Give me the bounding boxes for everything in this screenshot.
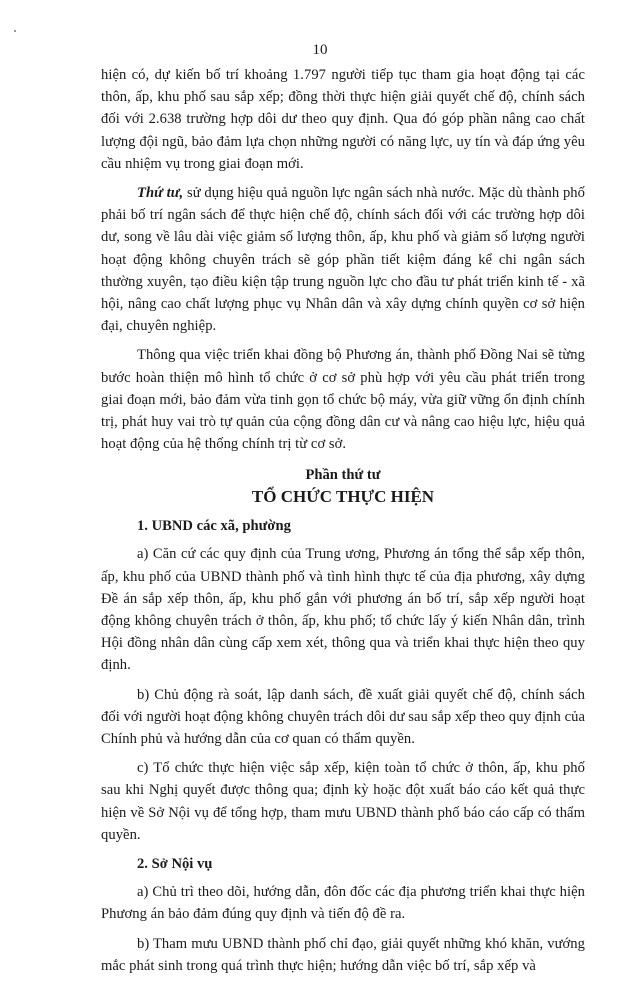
- page-number: 10: [312, 42, 328, 58]
- paragraph-thu-tu: [101, 182, 585, 337]
- section1-item-c: c) Tổ chức thực hiện việc sắp xếp, kiện toàn tổ chức ở thôn, ấp, khu phố sau khi Nghị quyết được thông qua; định kỳ hoặc đột xuất báo cáo kết quả thực hiện về Sở Nội vụ để tổng hợp, tham mưu UBND thành phố báo cáo cấp có thẩm quyền.: [101, 760, 585, 843]
- section2-item-b: b) Tham mưu UBND thành phố chỉ đạo, giải quyết những khó khăn, vướng mắc phát sinh trong quá trình thực hiện; hướng dẫn việc bố trí, sắp xếp và: [101, 935, 585, 974]
- section1-item-a: a) Căn cứ các quy định của Trung ương, Phương án tổng thể sắp xếp thôn, ấp, khu phố của UBND thành phố và tình hình thực tế của địa phương, xây dựng Đề án sắp xếp thôn, ấp, khu phố gắn với phương án bố trí, sắp xếp người hoạt động không chuyên trách ở thôn, ấp, khu phố; tổ chức lấy ý kiến Nhân dân, trình Hội đồng nhân dân cùng cấp xem xét, thông qua và triển khai thực hiện theo quy định.: [101, 546, 585, 674]
- section-heading-2: 2. Sở Nội vụ: [137, 856, 213, 873]
- part-title: TỔ CHỨC THỰC HIỆN: [251, 487, 435, 507]
- document-body: [101, 64, 585, 984]
- section2-item-a: a) Chủ trì theo dõi, hướng dẫn, đôn đốc các địa phương triển khai thực hiện Phương án bảo đảm đúng quy định và tiến độ đề ra.: [101, 884, 585, 923]
- part-label: Phần thứ tư: [305, 467, 381, 484]
- paragraph-conclusion: Thông qua việc triển khai đồng bộ Phương án, thành phố Đồng Nai sẽ từng bước hoàn thiện mô hình tổ chức ở cơ sở phù hợp với yêu cầu phát triển trong giai đoạn mới, bảo đảm vừa tinh gọn tổ chức bộ máy, vừa giữ vững ổn định chính trị, phát huy vai trò tự quản của cộng đồng dân cư và nâng cao hiệu lực, hiệu quả hoạt động của hệ thống chính trị từ cơ sở.: [101, 347, 585, 453]
- paragraph-continued: hiện có, dự kiến bố trí khoảng 1.797 người tiếp tục tham gia hoạt động tại các thôn, ấp, khu phố sau sắp xếp; đồng thời thực hiện giải quyết chế độ, chính sách đối với 2.638 trường hợp dôi dư theo quy định. Qua đó góp phần nâng cao chất lượng đội ngũ, bảo đảm lựa chọn những người có năng lực, uy tín và đáp ứng yêu cầu nhiệm vụ trong giai đoạn mới.: [101, 67, 585, 172]
- paragraph-lead-phrase: Thứ tư,: [137, 185, 184, 202]
- section-heading-1: 1. UBND các xã, phường: [137, 518, 291, 535]
- scan-speck: [14, 30, 16, 32]
- paragraph-body: sử dụng hiệu quả nguồn lực ngân sách nhà nước. Mặc dù thành phố phải bố trí ngân sách để thực hiện chế độ, chính sách đối với các trường hợp dôi dư, song về lâu dài việc giảm số lượng thôn, ấp, khu phố và giảm số lượng người hoạt động không chuyên trách sẽ góp phần tiết kiệm đáng kể chi ngân sách thường xuyên, tạo điều kiện tập trung nguồn lực cho đầu tư phát triển kinh tế - xã hội, nâng cao chất lượng phục vụ Nhân dân và xây dựng chính quyền cơ sở hiện đại, chuyên nghiệp.: [101, 185, 585, 335]
- section1-item-b: b) Chủ động rà soát, lập danh sách, đề xuất giải quyết chế độ, chính sách đối với người hoạt động không chuyên trách dôi dư sau sắp xếp theo quy định của Chính phủ và hướng dẫn của cơ quan có thẩm quyền.: [101, 686, 585, 748]
